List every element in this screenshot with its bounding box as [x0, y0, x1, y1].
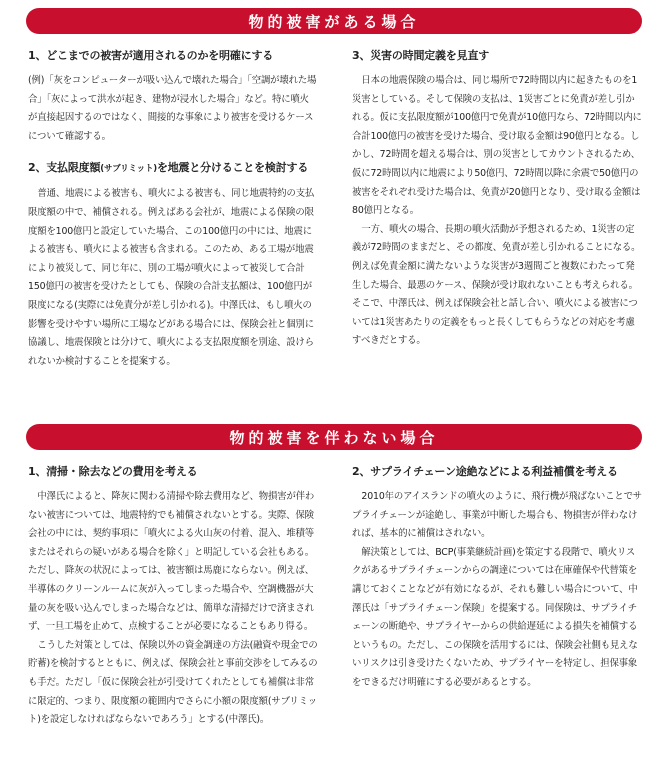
section2-left-column [28, 464, 318, 744]
item-paragraph: 中澤氏によると、降灰に関わる清掃や除去費用など、物損害が伴わない被害については、地震特約でも補償されないとする。実際、保険会社の中には、契約事項に「噴火による火山灰の付着、混入、堆積等またはそれらの疑いがある場合を除く」と明記している会社もある。ただし、降灰の状況によっては、被害額は馬鹿にならない。例えば、半導体のクリーンルームに灰が入ってしまった場合や、空調機器が大量の灰を吸い込んでしまった場合などは、簡単な清掃だけで済まされず、一旦工場を止めて、点検することが必要になることもあり得る。 [28, 491, 315, 633]
section1-right-column [352, 48, 642, 365]
item-paragraph: 2010年のアイスランドの噴火のように、飛行機が飛ばないことでサプライチェーンが途絶し、事業が中断した場合も、物損害が伴わなければ、基本的に補償はされない。 [352, 491, 643, 540]
item-1 [28, 464, 318, 730]
item-2 [28, 160, 318, 371]
section-title: 物的被害を伴わない場合 [229, 428, 439, 447]
item-heading: 1、どこまでの被害が適用されるのかを明確にする [28, 49, 274, 62]
item-paragraph: こうした対策としては、保険以外の資金調達の方法(融資や現金での貯蓄)を検討するとともに、例えば、保険会社と事前交渉をしてみるのも手だ。ただし「仮に保険会社が引受けてくれたとしても補償は非常に限定的、つまり、限度額の範囲内でさらに小額の限度額(サブリミット)を設定しなければならないであろう」とする(中澤氏)。 [28, 639, 318, 726]
item-heading: 2、サプライチェーン途絶などによる利益補償を考える [352, 465, 618, 478]
item-1 [28, 48, 318, 146]
item-paragraph: 日本の地震保険の場合は、同じ場所で72時間以内に起きたものを1災害としている。そして保険の支払は、1災害ごとに免責が差し引かれる。仮に支払限度額が100億円で免責が10億円なら、72時間以内に合計100億円の被害を受けた場合、受け取る金額は90億円となる。しかし、72時間を超える場合は、別の災害としてカウントされるため、仮に72時間以内に地震により50億円、72時間以降に余震で50億円の被害をそれぞれ受けた場合は、免責が20億円となり、受け取る金額は80億円となる。 [352, 75, 642, 217]
item-2 [352, 464, 642, 693]
item-paragraph: 解決策としては、BCP(事業継続計画)を策定する段階で、噴火リスクがあるサプライチェーンからの調達については在庫確保や代替策を講じておくことなどが有効になるが、それも難しい場合について、中澤氏は「サプライチェーン保険」を提案する。同保険は、サプライチェーンの断絶や、サプライヤーからの供給遅延による損失を補償するというもの。ただし、この保険を活用するには、保険会社側も見えないリスクは引き受けたくないため、サプライヤーを特定し、担保事象をできるだけ明確にする必要があるとする。 [352, 546, 638, 688]
item-paragraph: 一方、噴火の場合、長期の噴火活動が予想されるため、1災害の定義が72時間のままだと、その都度、免責が差し引かれることになる。例えば免責金額に満たないような災害が3週間ごと複数にわたって発生した場合、最悪のケース、保険が受け取れないことも考えられる。そこで、中澤氏は、例えば保険会社と話し合い、噴火による被害については1災害あたりの定義をもっと長くしてもらうなどの対応を考慮すべきだとする。 [352, 223, 641, 347]
item-paragraph: 普通、地震による被害も、噴火による被害も、同じ地震特約の支払限度額の中で、補償される。例えばある会社が、地震による保険の限度額を100億円と設定していた場合、この100億円の中には、地震による被害も、噴火による被害も含まれる。このため、ある工場が地震により被災して、同じ年に、別の工場が噴火によって被災して合計150億円の被害を受けたとしても、保険の合計支払額は、100億円が限度になる(実際には免責分が差し引かれる)。中澤氏は、もし噴火の影響を受けやすい場所に工場などがある場合には、保険会社と個別に協議し、地震保険とは分けて、噴火による支払限度額を別途、設けられないか検討することを提案する。 [28, 188, 315, 367]
item-paragraph: (例)「灰をコンピューターが吸い込んで壊れた場合」「空調が壊れた場合」「灰によって洪水が起き、建物が浸水した場合」など。特に噴火が直接起因するのではなく、間接的な事象により被害を受けるケースについて確認する。 [28, 75, 317, 142]
item-heading [28, 160, 318, 177]
heading-part: 2、支払限度額 [28, 161, 101, 175]
section-title: 物的被害がある場合 [248, 12, 420, 31]
heading-note: (サブリミット) [100, 164, 157, 175]
section2-right-column [352, 464, 642, 707]
section-banner-no-physical-damage [26, 424, 642, 450]
section-banner-physical-damage [26, 8, 642, 34]
section1-left-column [28, 48, 318, 385]
item-3 [352, 48, 642, 351]
heading-part: を地震と分けることを検討する [156, 161, 309, 175]
item-heading: 1、清掃・除去などの費用を考える [28, 465, 198, 478]
item-heading: 3、災害の時間定義を見直す [352, 49, 490, 62]
